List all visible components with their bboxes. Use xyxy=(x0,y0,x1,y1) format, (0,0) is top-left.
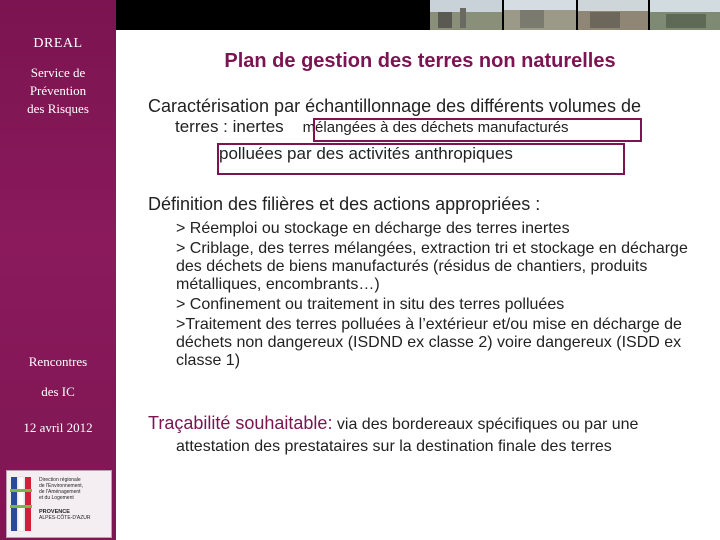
highlight-box-mixed-soils xyxy=(313,118,642,142)
service-line: des Risques xyxy=(27,101,89,116)
banner-photos xyxy=(430,0,720,30)
service-line: Prévention xyxy=(29,83,87,98)
dreal-logo xyxy=(6,470,112,538)
characterisation-boxed-text: mélangées à des déchets manufacturés xyxy=(302,119,569,136)
characterisation-line-1: Caractérisation par échantillonnage des différents volumes de xyxy=(148,96,641,116)
event-date: 12 avril 2012 xyxy=(23,420,93,435)
traceability-text: via des bordereaux spécifiques ou par une xyxy=(336,416,639,433)
traceability xyxy=(148,412,708,458)
list-item: > Criblage, des terres mélangées, extraction tri et stockage en décharge des déchets de biens manufacturés (résidus de chantiers, produits métalliques, encombrants…) xyxy=(176,240,688,293)
marianne-emblem-icon xyxy=(9,475,35,533)
sidebar xyxy=(0,0,116,540)
characterisation-line-3: polluées par des activités anthropiques xyxy=(219,144,513,163)
action-list xyxy=(176,220,696,372)
logo-line: et du Logement xyxy=(39,495,74,501)
logo-line: Direction régionale xyxy=(39,477,81,483)
event-line: Rencontres xyxy=(28,354,88,369)
list-item: >Traitement des terres polluées à l’extérieur et/ou mise en décharge de déchets non dangereux (ISDND ex classe 2) voire dangereux (ISDD ex classe 1) xyxy=(176,316,682,369)
traceability-heading: Traçabilité souhaitable: xyxy=(148,413,333,433)
event-info xyxy=(0,354,116,436)
highlight-box-polluted-soils xyxy=(217,143,625,175)
definition-heading: Définition des filières et des actions appropriées : xyxy=(148,194,541,214)
characterisation-prefix: terres : inertes xyxy=(175,117,284,136)
logo-line: de l'Aménagement xyxy=(39,489,81,495)
list-item: > Confinement ou traitement in situ des terres polluées xyxy=(176,296,565,313)
slide-title: Plan de gestion des terres non naturelles xyxy=(224,50,616,72)
logo-brand-sub: ALPES-CÔTE-D'AZUR xyxy=(39,515,91,521)
traceability-text-2: attestation des prestataires sur la destination finale des terres xyxy=(176,438,612,455)
org-name: DREAL xyxy=(33,36,83,51)
list-item: > Réemploi ou stockage en décharge des terres inertes xyxy=(176,220,570,237)
logo-line: de l'Environnement, xyxy=(39,483,84,489)
service-line: Service de xyxy=(30,65,86,80)
service-name xyxy=(0,64,116,118)
logo-text xyxy=(39,477,109,521)
header-banner xyxy=(116,0,720,30)
logo-brand: PROVENCE xyxy=(39,509,70,515)
event-line: des IC xyxy=(41,384,75,399)
